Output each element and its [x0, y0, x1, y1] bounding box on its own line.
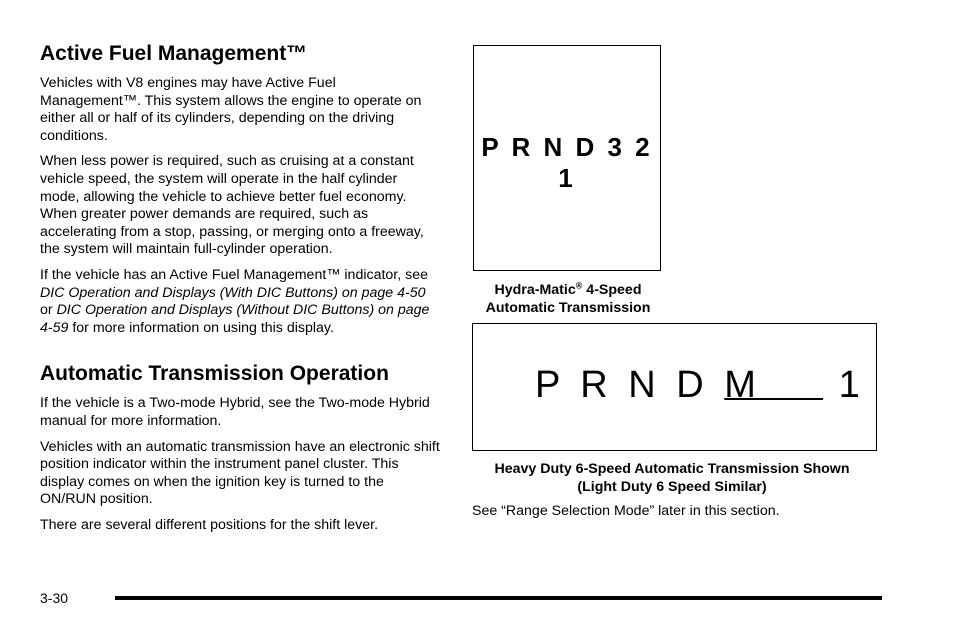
- gear-indicator-4speed: P R N D 3 2 1: [481, 132, 653, 193]
- figure-4speed-display: [473, 45, 661, 271]
- page-number: 3-30: [40, 590, 69, 606]
- caption-6speed: Heavy Duty 6-Speed Automatic Transmission Shown (Light Duty 6 Speed Similar): [494, 461, 850, 495]
- link-dic-without-buttons[interactable]: DIC Operation and Displays (Without DIC Buttons) on page 4-59: [40, 302, 430, 336]
- link-dic-with-buttons[interactable]: DIC Operation and Displays (With DIC Buttons) on page 4-50: [40, 284, 426, 301]
- paragraph-hybrid-note: If the vehicle is a Two-mode Hybrid, see the Two-mode Hybrid manual for more information.: [40, 395, 430, 429]
- paragraph-shift-indicator: Vehicles with an automatic transmission have an electronic shift position indicator within the instrument panel cluster. This display comes on when the ignition key is turned to the ON/RUN position.: [40, 438, 440, 508]
- paragraph-afm-operation: When less power is required, such as cruising at a constant vehicle speed, the system will operate in the half cylinder mode, allowing the vehicle to achieve better fuel economy. When greater power demands are required, such as accelerating from a stop, passing, or merging onto a freeway, the system will maintain full-cylinder operation.: [40, 153, 424, 258]
- range-selection-note: See “Range Selection Mode” later in this section.: [472, 503, 780, 519]
- caption-4speed: Hydra-Matic® 4-Speed Automatic Transmission: [485, 280, 651, 316]
- paragraph-shift-positions: There are several different positions for the shift lever.: [40, 516, 379, 533]
- paragraph-afm-indicator: If the vehicle has an Active Fuel Management™ indicator, see DIC Operation and Displays (With DIC Buttons) on page 4-50 or DIC Operation and Displays (Without DIC Buttons) on page 4-59 for more information on using this display.: [40, 266, 430, 336]
- footer-rule: [115, 596, 882, 600]
- heading-active-fuel-management: Active Fuel Management™: [40, 42, 308, 65]
- gear-indicator-6speed: P R N D M 1: [535, 364, 865, 406]
- manual-mode-indicator: M: [724, 364, 824, 406]
- left-column: [40, 42, 440, 542]
- paragraph-afm-intro: Vehicles with V8 engines may have Active Fuel Management™. This system allows the engine to operate on either all or half of its cylinders, depending on the driving conditions.: [40, 75, 422, 144]
- heading-automatic-transmission: Automatic Transmission Operation: [40, 362, 389, 386]
- figure-6speed-display: [472, 323, 877, 451]
